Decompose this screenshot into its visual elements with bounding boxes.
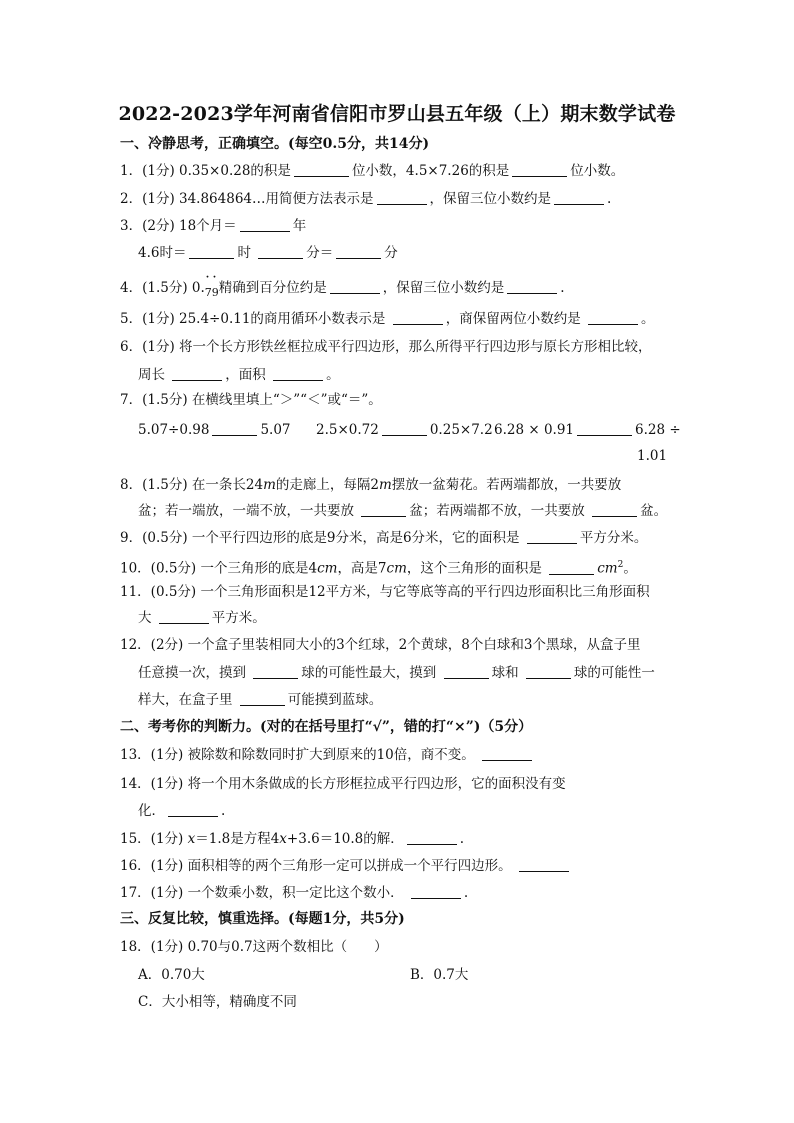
answer-blank[interactable] xyxy=(240,217,290,232)
question-12-line-2 xyxy=(138,664,655,682)
q8-gap: 2 xyxy=(370,477,379,493)
question-14: 14．(1分) 将一个用木条做成的长方形框拉成平行四边形，它的面积没有变 xyxy=(120,776,566,792)
answer-blank[interactable] xyxy=(549,560,594,575)
question-17 xyxy=(120,884,468,902)
question-2 xyxy=(120,190,611,208)
answer-blank[interactable] xyxy=(382,421,427,436)
q12-text-g: 可能摸到蓝球。 xyxy=(287,692,383,708)
question-3-line-2 xyxy=(138,244,398,262)
page-title: 2022-2023学年河南省信阳市罗山县五年级（上）期末数学试卷 xyxy=(118,103,676,125)
q11-text-b: 大 xyxy=(138,610,152,626)
answer-blank[interactable] xyxy=(168,802,218,817)
q17-text-a: 17．(1分) 一个数乘小数，积一定比这个数小． xyxy=(120,885,404,901)
q12-text-f: 样大，在盒子里 xyxy=(138,692,233,708)
q8-unit: m xyxy=(263,477,276,493)
answer-blank[interactable] xyxy=(273,366,323,381)
q6-text-c: ，面积 xyxy=(225,367,266,383)
q14-text-c: . xyxy=(221,803,226,819)
answer-blank[interactable] xyxy=(336,244,381,259)
question-12-line-3 xyxy=(138,691,382,709)
question-16 xyxy=(120,857,572,875)
q7-expr-2a: 2.5×0.72 xyxy=(316,422,379,438)
q3-text-a: 3．(2分) 18个月＝ xyxy=(120,218,237,234)
q4-text-c: ，保留三位小数约是 xyxy=(382,280,505,296)
q1-text-b: 位小数，4.5×7.26的积是 xyxy=(351,163,510,179)
q9-text-a: 9．(0.5分) 一个平行四边形的底是9分米，高是6分米，它的面积是 xyxy=(120,530,520,546)
question-11: 11．(0.5分) 一个三角形面积是12平方米，与它等底等高的平行四边形面积比三角形面积 xyxy=(120,584,650,600)
q6-text-d: 。 xyxy=(326,367,340,383)
question-13 xyxy=(120,746,535,764)
q17-text-b: . xyxy=(463,885,469,901)
q15-variable: x xyxy=(187,831,196,847)
question-11-line-2 xyxy=(138,609,266,627)
q9-text-b: 平方分米。 xyxy=(579,530,648,546)
answer-blank[interactable] xyxy=(159,609,209,624)
q3-text-f: 分 xyxy=(384,245,398,261)
q7-expr-1a: 5.07÷0.98 xyxy=(138,422,210,438)
section-1-heading: 一、冷静思考，正确填空。(每空0.5分，共14分) xyxy=(120,136,430,152)
q3-text-b: 年 xyxy=(292,218,307,234)
q8-text-f: 盆。 xyxy=(640,503,668,519)
q11-text-c: 平方米。 xyxy=(211,610,266,626)
answer-blank[interactable] xyxy=(527,529,577,544)
q8-text-a: 8．(1.5分) 在一条长 xyxy=(120,477,246,493)
q10-text-d: 。 xyxy=(623,560,637,577)
question-8 xyxy=(120,476,621,494)
answer-blank[interactable] xyxy=(361,502,406,517)
answer-blank[interactable] xyxy=(294,162,349,177)
q10-text-c: ，这个三角形的面积是 xyxy=(406,560,542,577)
q4-digits: 79 xyxy=(204,286,219,299)
q2-text-c: . xyxy=(607,191,612,207)
q4-text-b: 精确到百分位约是 xyxy=(218,280,327,296)
q7-expr-3a: 6.28 × 0.91 xyxy=(494,422,575,438)
question-5 xyxy=(120,310,655,328)
q5-text-a: 5．(1分) 25.4÷0.11的商用循环小数表示是 xyxy=(120,311,386,327)
q8-text-d: 盆；若一端放，一端不放，一共要放 xyxy=(138,503,354,519)
answer-blank[interactable] xyxy=(189,244,234,259)
answer-blank[interactable] xyxy=(519,857,569,872)
q3-text-c: 4.6时＝ xyxy=(138,245,187,261)
question-3 xyxy=(120,217,306,235)
q10-unit: cm xyxy=(386,560,407,577)
answer-blank[interactable] xyxy=(212,421,257,436)
q15-text-b: ＝1.8是方程4 xyxy=(195,831,280,847)
answer-blank[interactable] xyxy=(407,830,457,845)
q10-superscript: 2 xyxy=(617,560,624,570)
q7-expr-3b: 6.28 ÷ xyxy=(635,422,681,438)
q3-text-e: 分＝ xyxy=(306,245,334,261)
q4-text-a: 4．(1.5分) 0. xyxy=(120,280,205,296)
section-3-heading: 三、反复比较，慎重选择。(每题1分，共5分) xyxy=(120,911,405,927)
question-6-line-2 xyxy=(138,366,340,384)
q10-unit: cm xyxy=(597,560,618,577)
answer-blank[interactable] xyxy=(588,310,638,325)
q2-text-a: 2．(1分) 34.864864…用简便方法表示是 xyxy=(120,191,374,207)
q4-text-d: . xyxy=(560,280,565,296)
answer-blank[interactable] xyxy=(482,746,532,761)
q10-text-b: ，高是7 xyxy=(337,560,387,577)
question-14-line-2 xyxy=(138,802,225,820)
question-1 xyxy=(120,162,624,180)
answer-blank[interactable] xyxy=(526,664,571,679)
q14-text-b: 化． xyxy=(138,803,165,819)
question-18: 18．(1分) 0.70与0.7这两个数相比（ ） xyxy=(120,939,388,955)
q1-text-c: 位小数。 xyxy=(570,163,625,179)
q5-text-c: 。 xyxy=(641,311,655,327)
answer-blank[interactable] xyxy=(411,884,461,899)
q8-unit: m xyxy=(378,477,392,493)
q7-expr-1b: 5.07 xyxy=(260,422,291,438)
q8-length: 24 xyxy=(245,477,264,493)
answer-blank[interactable] xyxy=(512,162,567,177)
q8-text-c: 摆放一盆菊花。若两端都放，一共要放 xyxy=(391,477,622,493)
answer-blank[interactable] xyxy=(507,279,557,294)
q7-compare-3 xyxy=(494,421,681,439)
q12-text-e: 球的可能性一 xyxy=(573,665,655,681)
q12-text-c: 球的可能性最大，摸到 xyxy=(301,665,437,681)
q13-text-a: 13．(1分) 被除数和除数同时扩大到原来的10倍，商不变。 xyxy=(120,747,475,763)
answer-blank[interactable] xyxy=(444,664,489,679)
q3-text-d: 时 xyxy=(237,245,251,261)
q7-expr-3c: 1.01 xyxy=(637,448,668,464)
question-7: 7．(1.5分) 在横线里填上“＞”“＜”或“＝”。 xyxy=(120,392,382,408)
q15-text-c: +3.6＝10.8的解． xyxy=(286,831,404,847)
q12-text-b: 任意摸一次，摸到 xyxy=(138,665,246,681)
q6-text-b: 周长 xyxy=(138,367,165,383)
answer-blank[interactable] xyxy=(577,421,632,436)
answer-blank[interactable] xyxy=(592,502,637,517)
q7-expr-2b: 0.25×7.2 xyxy=(429,422,493,438)
question-10 xyxy=(120,556,637,578)
q16-text-a: 16．(1分) 面积相等的两个三角形一定可以拼成一个平行四边形。 xyxy=(120,858,512,874)
q7-compare-1 xyxy=(138,421,291,439)
question-4 xyxy=(120,272,565,302)
q15-text-a: 15．(1分) xyxy=(120,831,184,847)
q18-option-b[interactable]: B．0.7大 xyxy=(410,967,469,983)
question-8-line-2 xyxy=(138,502,667,520)
answer-blank[interactable] xyxy=(258,244,303,259)
q8-text-e: 盆；若两端都不放，一共要放 xyxy=(409,503,585,519)
answer-blank[interactable] xyxy=(253,664,298,679)
answer-blank[interactable] xyxy=(554,190,604,205)
q10-unit: cm xyxy=(317,560,338,577)
question-15 xyxy=(120,830,464,848)
q15-text-d: . xyxy=(459,831,465,847)
q12-text-d: 球和 xyxy=(491,665,519,681)
q15-variable: x xyxy=(279,831,287,847)
answer-blank[interactable] xyxy=(240,691,285,706)
answer-blank[interactable] xyxy=(330,279,380,294)
q2-text-b: ，保留三位小数约是 xyxy=(429,191,552,207)
question-6: 6．(1分) 将一个长方形铁丝框拉成平行四边形，那么所得平行四边形与原长方形相比较， xyxy=(120,339,652,355)
section-2-heading: 二、考考你的判断力。(对的在括号里打“√”，错的打“×”)（5分） xyxy=(120,719,533,735)
question-12: 12．(2分) 一个盒子里装相同大小的3个红球，2个黄球，8个白球和3个黑球，从盒子里 xyxy=(120,637,641,653)
q8-text-b: 的走廊上，每隔 xyxy=(275,477,371,493)
answer-blank[interactable] xyxy=(377,190,427,205)
q18-option-a[interactable]: A．0.70大 xyxy=(138,967,205,983)
q5-text-b: ，商保留两位小数约是 xyxy=(445,311,581,327)
q1-text-a: 1．(1分) 0.35×0.28的积是 xyxy=(120,163,291,179)
q7-compare-2 xyxy=(316,421,493,439)
repeating-decimal-digits: · · $_{79}$ xyxy=(204,272,219,299)
answer-blank[interactable] xyxy=(172,366,222,381)
q18-option-c[interactable]: C．大小相等，精确度不同 xyxy=(138,994,297,1010)
question-9 xyxy=(120,529,647,547)
answer-blank[interactable] xyxy=(393,310,443,325)
q10-text-a: 10．(0.5分) 一个三角形的底是4 xyxy=(120,560,318,577)
